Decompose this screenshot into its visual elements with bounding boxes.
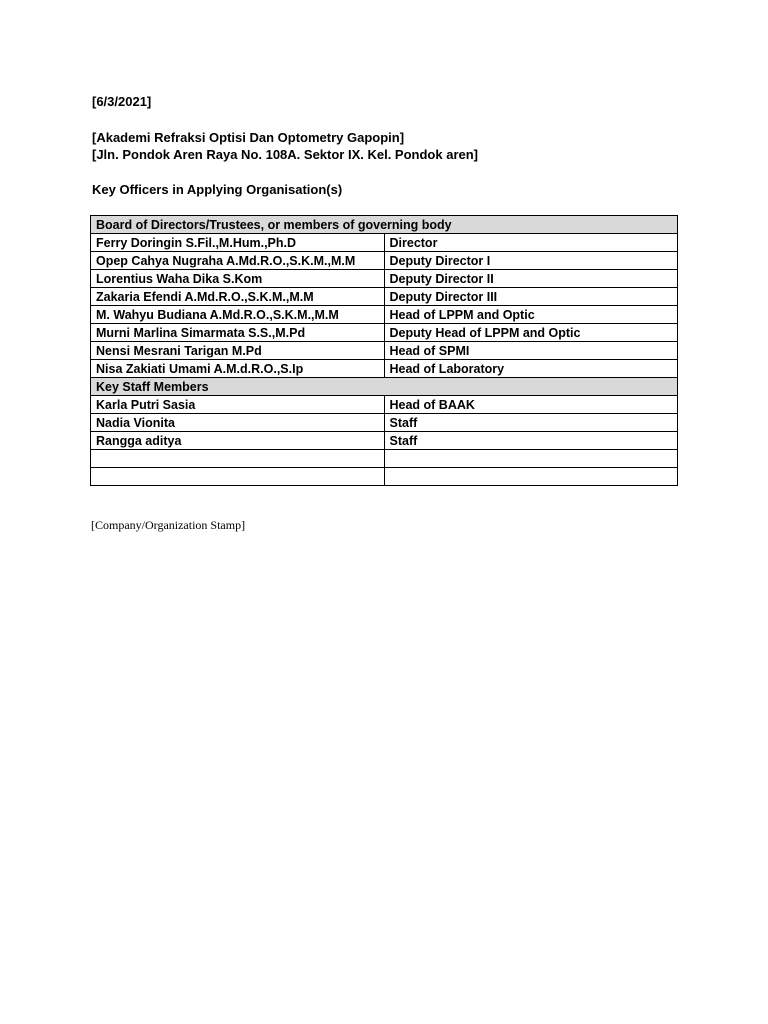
officer-role-cell: Deputy Director III: [384, 288, 678, 306]
board-header-cell: Board of Directors/Trustees, or members of governing body: [91, 216, 678, 234]
officer-role-cell: Deputy Director I: [384, 252, 678, 270]
officer-role-cell: Deputy Head of LPPM and Optic: [384, 324, 678, 342]
officer-name-cell: Opep Cahya Nugraha A.Md.R.O.,S.K.M.,M.M: [91, 252, 385, 270]
officer-role-cell: Head of Laboratory: [384, 360, 678, 378]
staff-header-row: [91, 378, 678, 396]
staff-role-cell: Staff: [384, 414, 678, 432]
staff-name-cell: [91, 468, 385, 486]
officer-name-cell: Ferry Doringin S.Fil.,M.Hum.,Ph.D: [91, 234, 385, 252]
table-row: [91, 288, 678, 306]
board-header-row: [91, 216, 678, 234]
officer-name-cell: Nisa Zakiati Umami A.M.d.R.O.,S.Ip: [91, 360, 385, 378]
table-row: [91, 306, 678, 324]
company-stamp-placeholder: [Company/Organization Stamp]: [91, 518, 246, 532]
staff-role-cell: Head of BAAK: [384, 396, 678, 414]
staff-role-cell: [384, 468, 678, 486]
table-row: [91, 270, 678, 288]
officer-name-cell: Murni Marlina Simarmata S.S.,M.Pd: [91, 324, 385, 342]
table-row: [91, 468, 678, 486]
document-date: [6/3/2021]: [92, 94, 152, 109]
officer-role-cell: Director: [384, 234, 678, 252]
staff-name-cell: Rangga aditya: [91, 432, 385, 450]
officer-name-cell: M. Wahyu Budiana A.Md.R.O.,S.K.M.,M.M: [91, 306, 385, 324]
table-row: [91, 234, 678, 252]
table-row: [91, 360, 678, 378]
table-row: [91, 342, 678, 360]
staff-header-cell: Key Staff Members: [91, 378, 678, 396]
officer-role-cell: Deputy Director II: [384, 270, 678, 288]
officer-name-cell: Zakaria Efendi A.Md.R.O.,S.K.M.,M.M: [91, 288, 385, 306]
organization-address: [Jln. Pondok Aren Raya No. 108A. Sektor IX. Kel. Pondok aren]: [92, 147, 479, 162]
officer-role-cell: Head of SPMI: [384, 342, 678, 360]
officer-role-cell: Head of LPPM and Optic: [384, 306, 678, 324]
table-row: [91, 450, 678, 468]
staff-name-cell: Karla Putri Sasia: [91, 396, 385, 414]
organization-name: [Akademi Refraksi Optisi Dan Optometry Gapopin]: [92, 130, 405, 145]
section-title: Key Officers in Applying Organisation(s): [92, 182, 343, 197]
key-officers-table: [90, 215, 678, 486]
table-row: [91, 396, 678, 414]
staff-name-cell: Nadia Vionita: [91, 414, 385, 432]
table-row: [91, 432, 678, 450]
staff-role-cell: Staff: [384, 432, 678, 450]
table-row: [91, 414, 678, 432]
table-row: [91, 252, 678, 270]
officer-name-cell: Lorentius Waha Dika S.Kom: [91, 270, 385, 288]
officer-name-cell: Nensi Mesrani Tarigan M.Pd: [91, 342, 385, 360]
staff-role-cell: [384, 450, 678, 468]
staff-name-cell: [91, 450, 385, 468]
table-row: [91, 324, 678, 342]
